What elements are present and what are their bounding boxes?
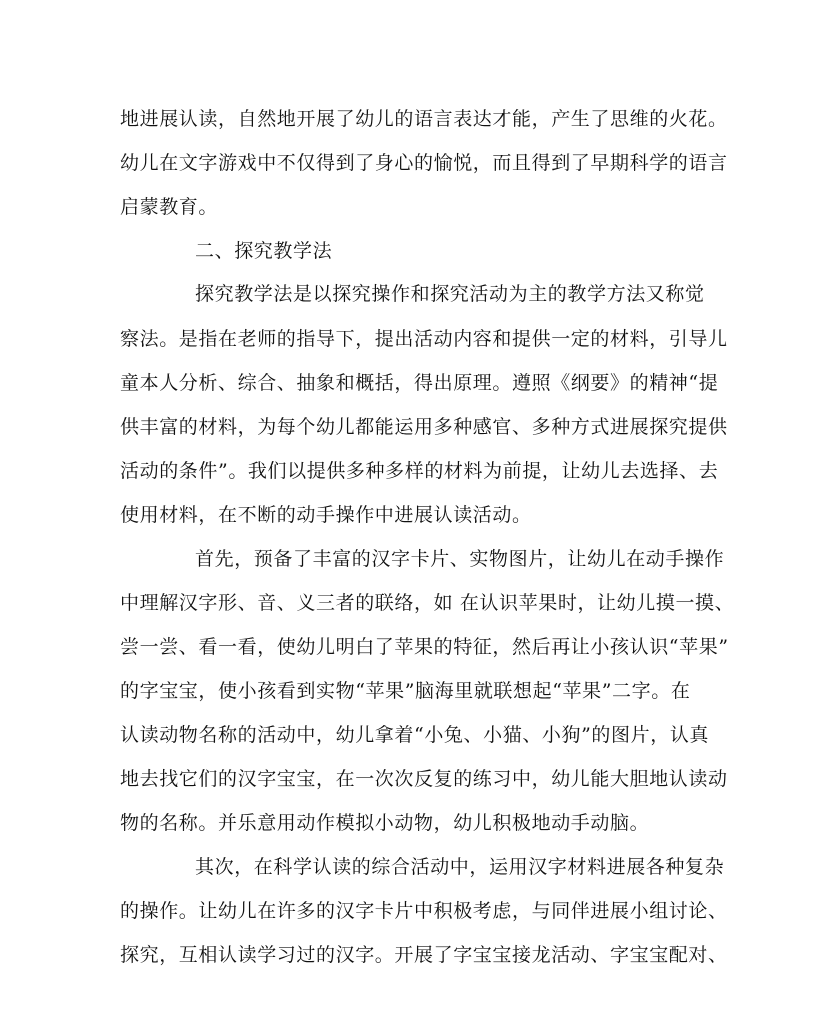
section-heading: 二、探究教学法 [195, 240, 333, 262]
paragraph-first-line: 首先，预备了丰富的汉字卡片、实物图片，让幼儿在动手操作 [195, 548, 725, 570]
paragraph-first-line: 其次，在科学认读的综合活动中，运用汉字材料进展各种复杂 [195, 856, 725, 878]
text-line: 尝一尝、看一看，使幼儿明白了苹果的特征，然后再让小孩认识“苹果” [120, 636, 729, 658]
text-line: 的字宝宝，使小孩看到实物“苹果”脑海里就联想起“苹果”二字。在 [120, 680, 691, 702]
text-line: 物的名称。并乐意用动作模拟小动物，幼儿积极地动手动脑。 [120, 812, 650, 834]
text-line: 的操作。让幼儿在许多的汉字卡片中积极考虑，与同伴进展小组讨论、 [120, 900, 728, 922]
text-line: 供丰富的材料，为每个幼儿都能运用多种感官、多种方式进展探究提供 [120, 416, 728, 438]
text-line: 探究，互相认读学习过的汉字。开展了字宝宝接龙活动、字宝宝配对、 [120, 944, 728, 966]
text-line: 地去找它们的汉字宝宝，在一次次反复的练习中，幼儿能大胆地认读动 [120, 768, 728, 790]
text-line: 使用材料，在不断的动手操作中进展认读活动。 [120, 504, 532, 526]
text-line: 幼儿在文字游戏中不仅得到了身心的愉悦，而且得到了早期科学的语言 [120, 152, 728, 174]
text-line: 中理解汉字形、音、义三者的联络，如 在认识苹果时，让幼儿摸一摸、 [120, 592, 735, 614]
text-line: 地进展认读，自然地开展了幼儿的语言表达才能，产生了思维的火花。 [120, 108, 728, 130]
text-line: 启蒙教育。 [120, 196, 219, 218]
text-line: 童本人分析、综合、抽象和概括，得出原理。遵照《纲要》的精神“提 [120, 372, 719, 394]
text-line: 认读动物名称的活动中，幼儿拿着“小兔、小猫、小狗”的图片，认真 [120, 724, 710, 746]
text-line: 察法。是指在老师的指导下，提出活动内容和提供一定的材料，引导儿 [120, 328, 728, 350]
paragraph-first-line: 探究教学法是以探究操作和探究活动为主的教学方法又称觉 [195, 283, 705, 305]
text-line: 活动的条件”。我们以提供多种多样的材料为前提，让幼儿去选择、去 [120, 460, 719, 482]
